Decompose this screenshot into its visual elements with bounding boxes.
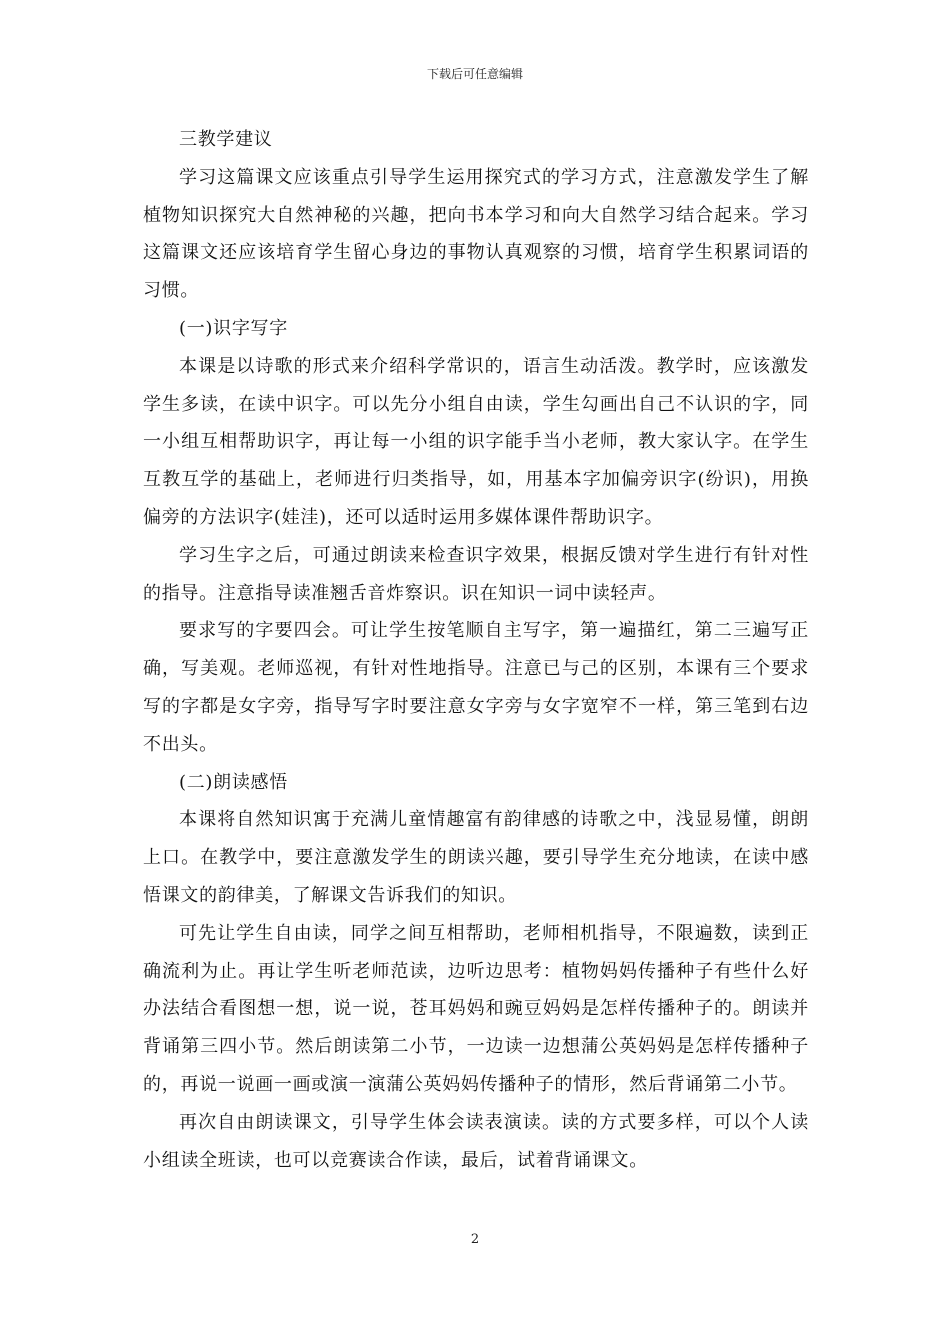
section-heading-teaching-suggestions: 三教学建议 [179, 129, 273, 150]
subsection-heading-reading-comprehension: (二)朗读感悟 [179, 771, 288, 793]
paragraph: 本课是以诗歌的形式来介绍科学常识的，语言生动活泼。教学时，应该激发学生多读，在读中识字。可以先分小组自由读，学生勾画出自己不认识的字，同一小组互相帮助识字，再让每一小组的识字能手当小老师，教大家认字。在学生互教互学的基础上，老师进行归类指导，如，用基本字加偏旁识字(纷识)，用换偏旁的方法识字(娃洼)，还可以适时运用多媒体课件帮助识字。 [143, 355, 809, 528]
page-header: 下载后可任意编辑 [426, 67, 523, 81]
document-body [143, 121, 809, 1179]
paragraph: 学习生字之后，可通过朗读来检查识字效果，根据反馈对学生进行有针对性的指导。注意指导读准翘舌音炸察识。识在知识一词中读轻声。 [143, 544, 809, 604]
subsection-heading-literacy-writing: (一)识字写字 [179, 317, 288, 339]
paragraph: 本课将自然知识寓于充满儿童情趣富有韵律感的诗歌之中，浅显易懂，朗朗上口。在教学中，要注意激发学生的朗读兴趣，要引导学生充分地读，在读中感悟课文的韵律美，了解课文告诉我们的知识。 [143, 809, 809, 906]
page-number: 2 [470, 1232, 480, 1247]
paragraph: 可先让学生自由读，同学之间互相帮助，老师相机指导，不限遍数，读到正确流利为止。再让学生听老师范读，边听边思考：植物妈妈传播种子有些什么好办法结合看图想一想，说一说，苍耳妈妈和豌豆妈妈是怎样传播种子的。朗读并背诵第三四小节。然后朗读第二小节，一边读一边想蒲公英妈妈是怎样传播种子的，再说一说画一画或演一演蒲公英妈妈传播种子的情形，然后背诵第二小节。 [143, 922, 809, 1095]
paragraph: 再次自由朗读课文，引导学生体会读表演读。读的方式要多样，可以个人读小组读全班读，也可以竞赛读合作读，最后，试着背诵课文。 [143, 1111, 809, 1171]
paragraph: 要求写的字要四会。可让学生按笔顺自主写字，第一遍描红，第二三遍写正确，写美观。老师巡视，有针对性地指导。注意已与己的区别，本课有三个要求写的字都是女字旁，指导写字时要注意女字旁与女字宽窄不一样，第三笔到右边不出头。 [143, 620, 809, 755]
paragraph: 学习这篇课文应该重点引导学生运用探究式的学习方式，注意激发学生了解植物知识探究大自然神秘的兴趣，把向书本学习和向大自然学习结合起来。学习这篇课文还应该培育学生留心身边的事物认真观察的习惯，培育学生积累词语的习惯。 [143, 166, 809, 302]
